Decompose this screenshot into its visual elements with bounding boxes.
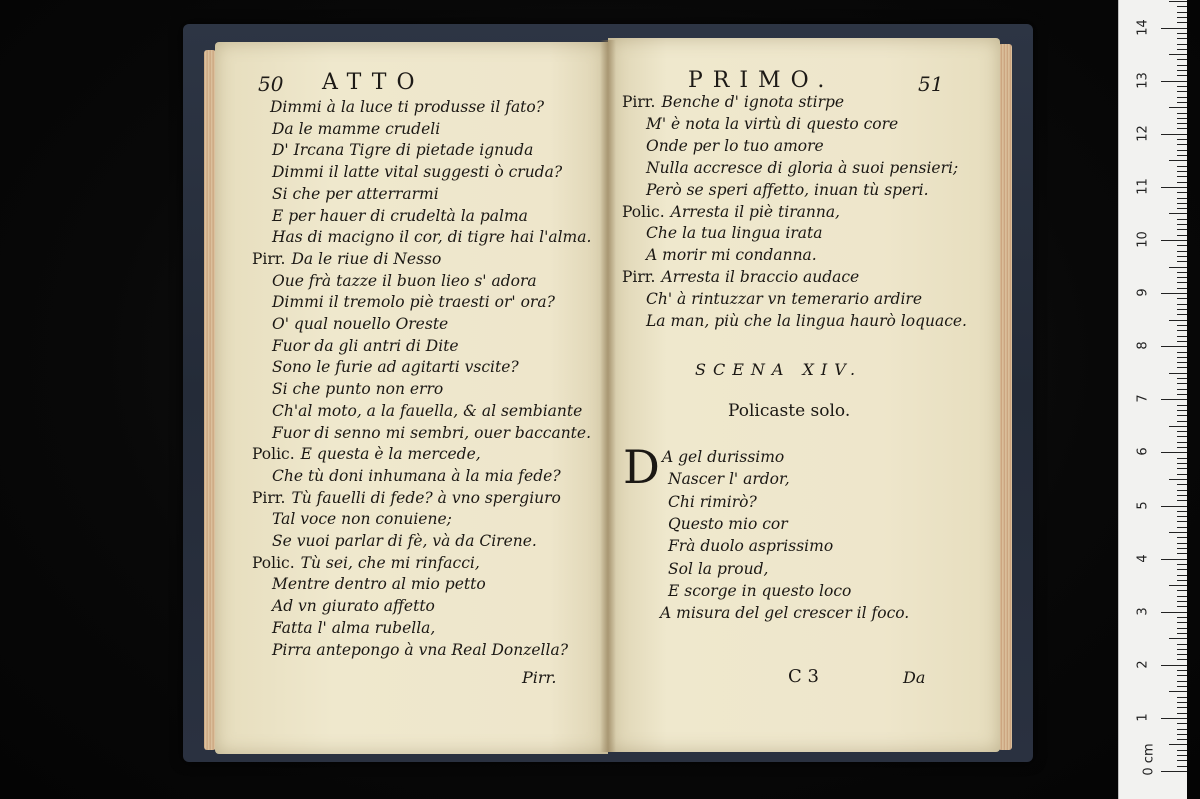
ruler-tick [1177,490,1187,491]
ruler-tick [1177,734,1187,735]
verse-text: Tù fauelli di fede? à vno spergiuro [291,488,561,507]
ruler-tick [1177,362,1187,363]
verse-text: Tal voce non conuiene; [272,510,452,529]
ruler-tick [1161,28,1187,29]
verse-text: Arresta il braccio audace [661,268,860,287]
ruler-tick [1177,511,1187,512]
text-line [272,161,562,183]
ruler-tick [1161,134,1187,135]
text-line [272,573,486,595]
ruler-tick [1177,389,1187,390]
left-catchword: Pirr. [522,668,557,687]
verse-text: Da le mamme crudeli [272,119,441,138]
ruler-tick [1177,155,1187,156]
ruler-tick [1169,107,1187,108]
ruler-tick [1177,118,1187,119]
verse-text: Oue frà tazze il buon lieo s' adora [272,271,537,290]
verse-text: Se vuoi parlar di fè, và da Cirene. [272,532,537,550]
ruler-tick [1177,378,1187,379]
ruler-tick [1169,479,1187,480]
text-line [272,139,533,161]
ruler-tick [1177,6,1187,7]
ruler-tick [1177,128,1187,129]
ruler-tick [1177,697,1187,698]
scene-heading: SCENA XIV. [695,360,863,379]
verse-text: Ch' à rintuzzar vn temerario ardire [646,290,922,309]
text-line [272,378,443,400]
text-line [272,639,568,661]
ruler-tick [1169,160,1187,161]
ruler-tick [1161,81,1187,82]
ruler-tick [1177,171,1187,172]
ruler-tick [1169,213,1187,214]
speaker-name: Polic. [252,445,295,464]
verse-text: Dimmi il tremolo piè traesti or' ora? [272,293,555,312]
ruler-tick [1161,452,1187,453]
ruler-tick [1177,458,1187,459]
ruler-tick [1177,33,1187,34]
ruler-tick [1177,261,1187,262]
ruler-number: 6 [1135,447,1151,457]
ruler-tick [1177,707,1187,708]
verse-text: La man, più che la lingua haurò loquace. [646,312,967,330]
verse-text: Che tù doni inhumana à la mia fede? [272,466,561,485]
ruler-tick [1169,426,1187,427]
ruler-tick [1177,543,1187,544]
text-line [646,135,824,157]
ruler-tick [1161,240,1187,241]
ruler-tick [1177,272,1187,273]
speaker-name: Pirr. [622,268,656,287]
text-line [272,356,519,378]
ruler-tick [1177,606,1187,607]
ruler-tick [1161,293,1187,294]
ruler-tick [1177,474,1187,475]
text-line [272,205,528,227]
ruler-tick [1177,596,1187,597]
ruler-tick [1161,612,1187,613]
ruler-number: 11 [1135,178,1151,195]
ruler-tick [1177,298,1187,299]
ruler-tick [1177,256,1187,257]
text-line [252,487,561,509]
ruler-tick [1177,97,1187,98]
speaker-name: Pirr. [252,249,286,268]
ruler-number: 4 [1135,553,1151,563]
ruler-tick [1177,86,1187,87]
ruler-tick [1177,723,1187,724]
verse-text: Però se speri affetto, inuan tù speri. [646,180,929,199]
verse-text: Sono le furie ad agitarti vscite? [272,358,519,377]
text-line [646,288,922,310]
ruler-tick [1161,718,1187,719]
speaker-name: Polic. [252,553,295,572]
ruler-tick [1177,484,1187,485]
ruler-tick [1177,59,1187,60]
text-line [270,96,544,118]
ruler-tick [1177,288,1187,289]
verse-text: Nulla accresce di gloria à suoi pensieri; [646,158,959,177]
ruler-tick [1177,537,1187,538]
ruler-tick [1177,102,1187,103]
ruler-tick [1177,760,1187,761]
verse-text: Che la tua lingua irata [646,224,823,243]
ruler-tick [1177,633,1187,634]
text-line [272,118,440,140]
text-line [646,244,817,266]
text-line [272,617,435,639]
verse-text: Ad vn giurato affetto [272,597,435,616]
ruler-tick [1177,575,1187,576]
ruler-number: 8 [1135,341,1151,350]
ruler-tick [1177,309,1187,310]
ruler-tick [1177,421,1187,422]
verse-text: Da le riue di Nesso [291,249,442,268]
ruler-number: 9 [1135,288,1151,297]
ruler-tick [1177,357,1187,358]
verse-text: E per hauer di crudeltà la palma [272,206,528,225]
verse-text: Benche d' ignota stirpe [661,93,845,111]
ruler-tick [1177,44,1187,45]
ruler-tick [1177,649,1187,650]
ruler-tick [1161,187,1187,188]
book-gutter [600,40,616,752]
text-line [272,270,537,292]
ruler-tick [1177,628,1187,629]
ruler-tick [1169,744,1187,745]
text-line [622,201,840,223]
ruler-tick [1177,314,1187,315]
aria-line: A misura del gel crescer il foco. [660,604,910,623]
ruler-tick [1177,91,1187,92]
verse-text: Tù sei, che mi rinfacci, [300,553,480,572]
ruler-tick [1177,352,1187,353]
ruler-tick [1177,166,1187,167]
ruler-tick [1177,22,1187,23]
ruler-tick [1177,527,1187,528]
ruler-tick [1177,553,1187,554]
scene-subtitle: Policaste solo. [728,401,851,421]
ruler-tick [1177,304,1187,305]
ruler-number: 7 [1135,394,1151,403]
right-running-head: PRIMO. [688,68,835,93]
ruler-tick [1177,644,1187,645]
ruler-tick [1177,681,1187,682]
text-line [272,313,448,335]
ruler-tick [1177,590,1187,591]
ruler-tick [1177,654,1187,655]
ruler-tick [1177,282,1187,283]
text-line [622,91,844,113]
ruler-tick [1177,251,1187,252]
ruler-tick [1169,320,1187,321]
ruler-tick [1177,245,1187,246]
verse-text: D' Ircana Tigre di pietade ignuda [272,141,534,160]
text-line [646,179,929,201]
ruler-tick [1177,75,1187,76]
ruler-tick [1177,739,1187,740]
verse-text: M' è nota la virtù di questo core [646,114,899,133]
ruler-tick [1177,208,1187,209]
text-line [272,530,537,552]
ruler-tick [1177,139,1187,140]
verse-text: Has di macigno il cor, di tigre hai l'alma. [272,228,592,247]
ruler-tick [1177,224,1187,225]
ruler-tick [1177,766,1187,767]
text-line [252,443,481,465]
ruler-tick [1177,176,1187,177]
ruler-number: 1 [1135,713,1151,722]
ruler-tick [1177,330,1187,331]
ruler-tick [1177,150,1187,151]
verse-text: E questa è la mercede, [300,445,481,464]
ruler-tick [1177,17,1187,18]
speaker-name: Polic. [622,202,665,221]
verse-text: Dimmi à la luce ti produsse il fato? [270,98,545,116]
aria-line: E scorge in questo loco [668,581,852,600]
ruler-tick [1177,521,1187,522]
ruler-tick [1177,113,1187,114]
ruler-tick [1177,198,1187,199]
ruler-tick [1177,219,1187,220]
ruler-tick [1177,659,1187,660]
text-line [646,222,823,244]
right-catchword: Da [903,668,926,687]
ruler-tick [1177,70,1187,71]
ruler-tick [1169,373,1187,374]
ruler-tick [1177,447,1187,448]
ruler-tick [1169,54,1187,55]
ruler-tick [1169,1,1187,2]
verse-text: Fatta l' alma rubella, [272,618,436,637]
ruler-tick [1177,49,1187,50]
ruler-tick [1177,182,1187,183]
ruler-tick [1177,123,1187,124]
ruler-tick [1161,399,1187,400]
ruler-tick [1177,12,1187,13]
ruler-tick [1177,463,1187,464]
ruler-tick [1177,713,1187,714]
text-line [272,422,591,444]
ruler-tick [1169,267,1187,268]
ruler-tick [1177,670,1187,671]
ruler-tick [1177,410,1187,411]
ruler-tick [1177,675,1187,676]
ruler-tick [1169,585,1187,586]
verse-text: Onde per lo tuo amore [646,136,824,155]
ruler-tick [1177,65,1187,66]
text-line [252,248,441,270]
page-edges-right [998,44,1012,750]
ruler-tick [1177,686,1187,687]
text-line [622,266,859,288]
ruler-number: 2 [1135,660,1151,669]
ruler-tick [1177,277,1187,278]
ruler-tick [1177,729,1187,730]
ruler-tick [1177,516,1187,517]
ruler-tick [1177,229,1187,230]
ruler-tick [1161,771,1187,772]
ruler-tick [1177,235,1187,236]
ruler-tick [1177,144,1187,145]
text-line [272,335,459,357]
text-line [646,113,898,135]
verse-text: Fuor di senno mi sembri, ouer baccante. [272,423,592,442]
verse-text: Ch'al moto, a la fauella, & al sembiante [272,401,583,420]
speaker-name: Pirr. [622,93,656,111]
ruler-tick [1177,394,1187,395]
right-page-number: 51 [918,72,944,96]
ruler-number: 5 [1135,500,1151,510]
verse-text: Arresta il piè tiranna, [670,202,840,221]
ruler-number: 3 [1135,607,1151,616]
ruler-tick [1177,580,1187,581]
ruler-tick [1177,383,1187,384]
left-running-head: ATTO [322,70,425,95]
text-line [646,157,958,179]
ruler-tick [1161,506,1187,507]
ruler-tick [1177,755,1187,756]
ruler-tick [1177,569,1187,570]
verse-text: O' qual nouello Oreste [272,315,449,333]
text-line [272,465,561,487]
ruler-tick [1177,341,1187,342]
ruler-tick [1177,38,1187,39]
ruler-tick [1177,203,1187,204]
ruler-tick [1177,500,1187,501]
verse-text: A morir mi condanna. [646,246,817,265]
aria-line: Sol la proud, [668,559,769,578]
ruler-unit-label: 0 cm [1141,743,1157,776]
ruler-tick [1177,548,1187,549]
ruler-tick [1177,415,1187,416]
measurement-ruler [1118,0,1187,799]
aria-line: Chi rimirò? [668,492,757,511]
ruler-number: 10 [1135,231,1151,248]
verse-text: Si che punto non erro [272,380,444,399]
ruler-tick [1169,691,1187,692]
text-line [272,595,435,617]
ruler-tick [1177,601,1187,602]
text-line [272,183,439,205]
text-line [272,226,591,248]
aria-line: Nascer l' ardor, [668,470,790,489]
ruler-tick [1177,750,1187,751]
ruler-tick [1161,559,1187,560]
left-page-number: 50 [258,72,284,96]
text-line [272,400,582,422]
ruler-tick [1177,192,1187,193]
text-line [272,508,452,530]
verse-text: Mentre dentro al mio petto [272,575,486,594]
verse-text: Pirra antepongo à vna Real Donzella? [272,640,569,659]
speaker-name: Pirr. [252,488,286,507]
ruler-tick [1169,532,1187,533]
ruler-tick [1177,617,1187,618]
text-line [646,310,967,332]
verse-text: Dimmi il latte vital suggesti ò cruda? [272,163,563,182]
ruler-tick [1177,468,1187,469]
verse-text: Si che per atterrarmi [272,184,439,203]
ruler-tick [1177,436,1187,437]
ruler-tick [1177,622,1187,623]
ruler-tick [1177,325,1187,326]
ruler-number: 14 [1135,18,1151,36]
ruler-tick [1177,336,1187,337]
aria-line: Frà duolo asprissimo [668,537,834,556]
ruler-tick [1177,367,1187,368]
ruler-tick [1177,431,1187,432]
ruler-tick [1177,702,1187,703]
signature-mark: C 3 [788,666,819,687]
aria-line: A gel durissimo [662,448,785,466]
ruler-tick [1177,495,1187,496]
ruler-tick [1177,405,1187,406]
aria-line: Questo mio cor [668,514,788,533]
ruler-tick [1177,442,1187,443]
verse-text: Fuor da gli antri di Dite [272,336,459,355]
ruler-tick [1169,638,1187,639]
ruler-tick [1177,564,1187,565]
drop-cap: D [623,440,660,494]
ruler-tick [1161,665,1187,666]
ruler-number: 12 [1135,125,1151,142]
ruler-tick [1161,346,1187,347]
text-line [252,552,480,574]
ruler-number: 13 [1135,71,1151,89]
text-line [272,291,555,313]
